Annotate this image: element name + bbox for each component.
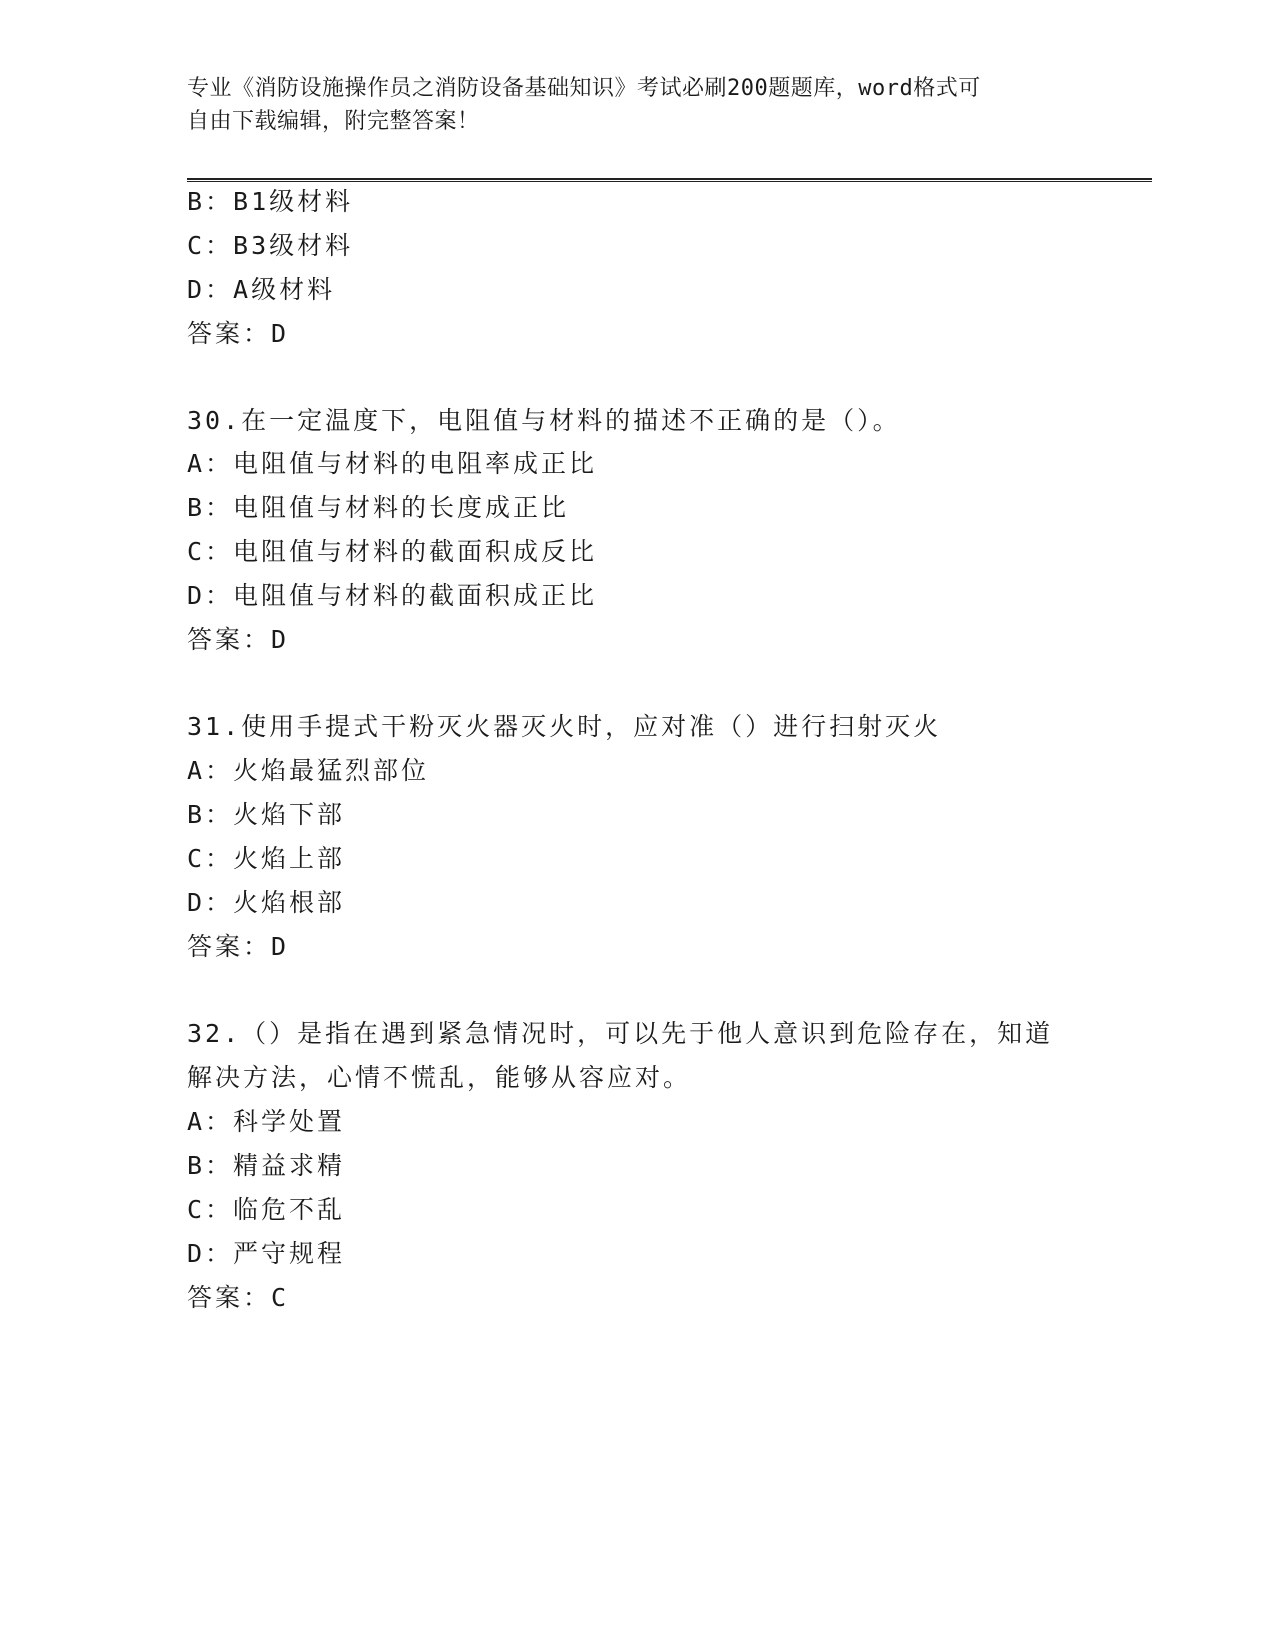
q32-option-d: D：严守规程 bbox=[187, 1239, 346, 1268]
q30-option-b: B：电阻值与材料的长度成正比 bbox=[187, 493, 570, 522]
q30-option-c: C：电阻值与材料的截面积成反比 bbox=[187, 537, 598, 566]
q31-question: 31.使用手提式干粉灭火器灭火时，应对准（）进行扫射灭火 bbox=[187, 712, 942, 741]
header-line-1: 专业《消防设施操作员之消防设备基础知识》考试必刷200题题库，word格式可 bbox=[187, 76, 981, 101]
q32-question-line-2: 解决方法，心情不慌乱，能够从容应对。 bbox=[187, 1063, 692, 1092]
q30-question: 30.在一定温度下，电阻值与材料的描述不正确的是（）。 bbox=[187, 406, 901, 435]
q32-option-c: C：临危不乱 bbox=[187, 1195, 346, 1224]
header-line-2: 自由下载编辑，附完整答案！ bbox=[187, 109, 480, 134]
q31-option-c: C：火焰上部 bbox=[187, 844, 346, 873]
q30-answer: 答案：D bbox=[187, 625, 290, 654]
q30-option-d: D：电阻值与材料的截面积成正比 bbox=[187, 581, 598, 610]
page-header bbox=[187, 72, 1067, 138]
q32-question-line-1: 32.（）是指在遇到紧急情况时，可以先于他人意识到危险存在，知道 bbox=[187, 1019, 1054, 1048]
prev-option-d: D：A级材料 bbox=[187, 275, 336, 304]
q31-option-d: D：火焰根部 bbox=[187, 888, 346, 917]
q31-answer: 答案：D bbox=[187, 932, 290, 961]
q32-option-b: B：精益求精 bbox=[187, 1151, 346, 1180]
q31-option-b: B：火焰下部 bbox=[187, 800, 346, 829]
q31-option-a: A：火焰最猛烈部位 bbox=[187, 756, 430, 785]
q30-option-a: A：电阻值与材料的电阻率成正比 bbox=[187, 449, 598, 478]
q32-option-a: A：科学处置 bbox=[187, 1107, 346, 1136]
header-divider bbox=[187, 178, 1152, 182]
prev-answer: 答案：D bbox=[187, 319, 290, 348]
prev-option-c: C：B3级材料 bbox=[187, 231, 354, 260]
q32-answer: 答案：C bbox=[187, 1283, 290, 1312]
prev-option-b: B：B1级材料 bbox=[187, 187, 354, 216]
